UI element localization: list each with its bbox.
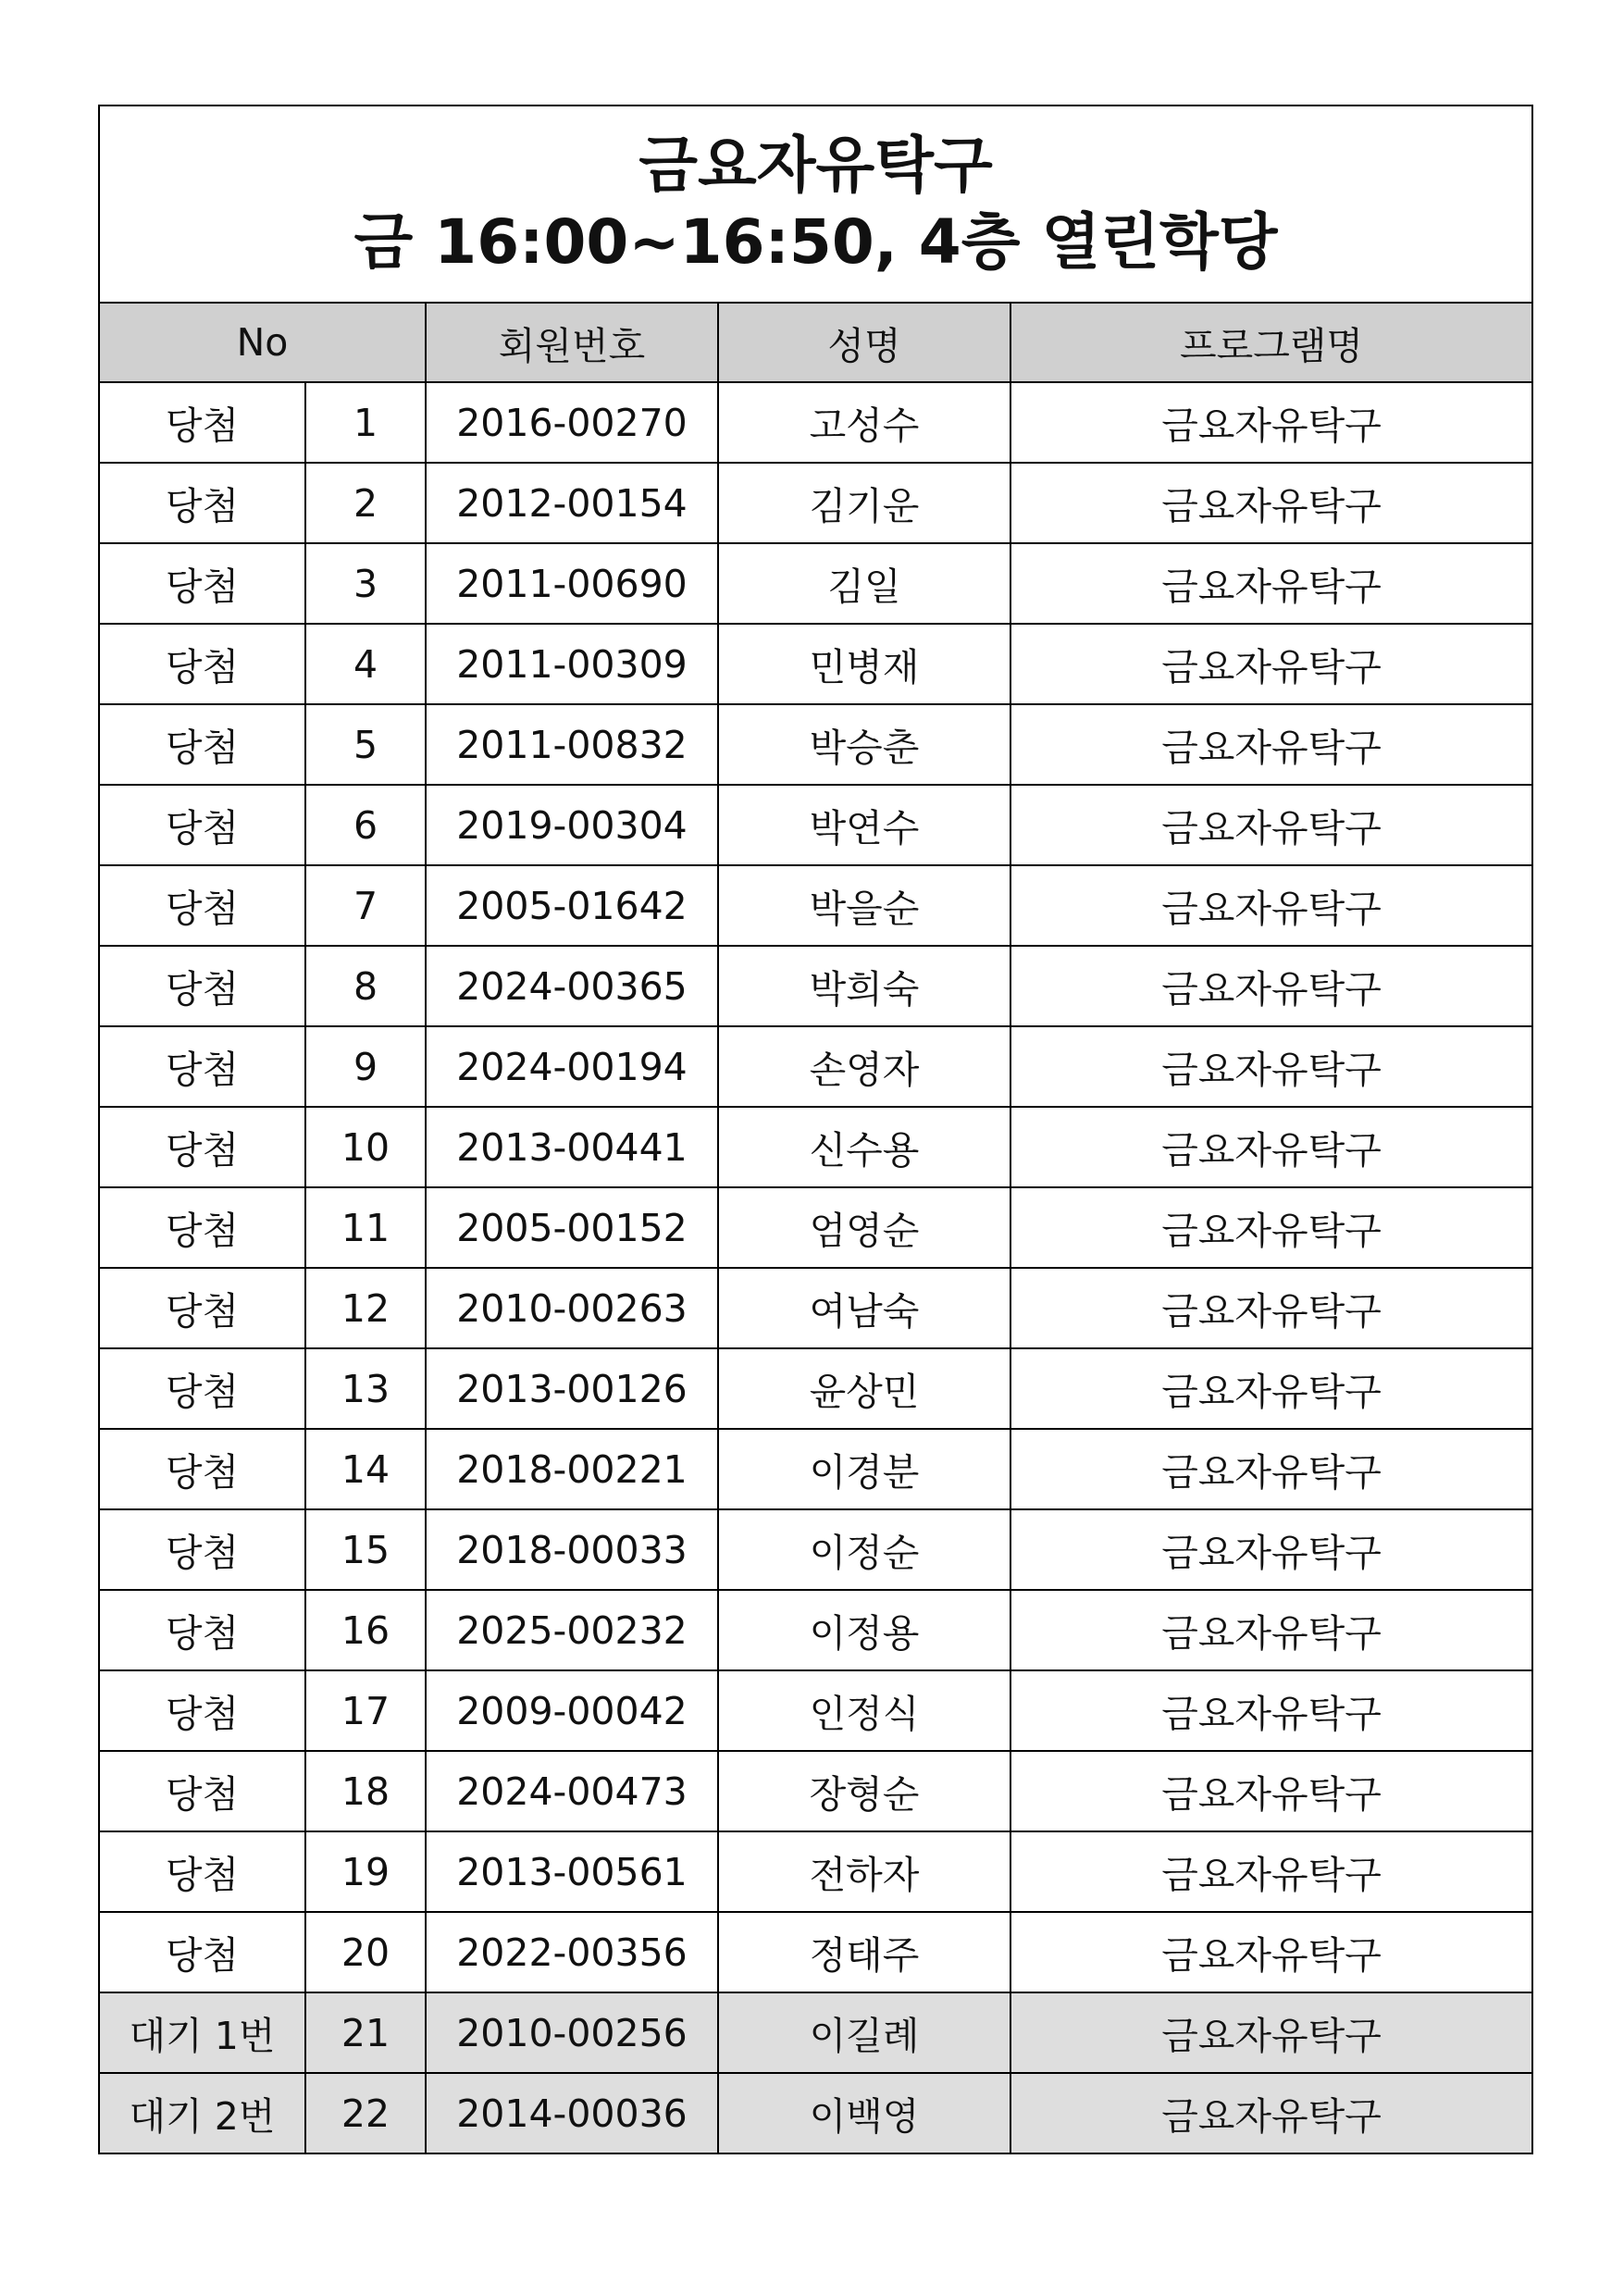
cell-no: 18 — [305, 1751, 426, 1831]
cell-name: 장형순 — [718, 1751, 1010, 1831]
cell-status: 당첨 — [99, 1912, 305, 1992]
cell-name: 박희숙 — [718, 946, 1010, 1026]
header-name: 성명 — [718, 303, 1010, 382]
cell-name: 민병재 — [718, 624, 1010, 704]
cell-name: 여남숙 — [718, 1268, 1010, 1348]
table-row-waiting — [99, 2073, 1532, 2153]
cell-member-no: 2022-00356 — [426, 1912, 718, 1992]
cell-member-no: 2018-00033 — [426, 1509, 718, 1590]
cell-member-no: 2025-00232 — [426, 1590, 718, 1670]
cell-name: 이정순 — [718, 1509, 1010, 1590]
cell-status: 당첨 — [99, 1187, 305, 1268]
cell-program: 금요자유탁구 — [1010, 1509, 1532, 1590]
table-row — [99, 1429, 1532, 1509]
cell-member-no: 2024-00365 — [426, 946, 718, 1026]
cell-name: 이백영 — [718, 2073, 1010, 2153]
table-row — [99, 946, 1532, 1026]
header-member-no: 회원번호 — [426, 303, 718, 382]
cell-program: 금요자유탁구 — [1010, 2073, 1532, 2153]
header-row — [99, 303, 1532, 382]
cell-program: 금요자유탁구 — [1010, 865, 1532, 946]
cell-status: 당첨 — [99, 1026, 305, 1107]
program-title: 금요자유탁구 — [638, 130, 993, 201]
cell-no: 15 — [305, 1509, 426, 1590]
cell-program: 금요자유탁구 — [1010, 1268, 1532, 1348]
cell-member-no: 2011-00309 — [426, 624, 718, 704]
table-body — [99, 382, 1532, 2153]
cell-program: 금요자유탁구 — [1010, 1348, 1532, 1429]
cell-program: 금요자유탁구 — [1010, 382, 1532, 463]
table-row — [99, 1107, 1532, 1187]
cell-program: 금요자유탁구 — [1010, 624, 1532, 704]
cell-status: 당첨 — [99, 1268, 305, 1348]
cell-no: 3 — [305, 543, 426, 624]
cell-name: 고성수 — [718, 382, 1010, 463]
cell-name: 김일 — [718, 543, 1010, 624]
lottery-result-sheet — [98, 105, 1531, 2154]
cell-name: 손영자 — [718, 1026, 1010, 1107]
cell-no: 19 — [305, 1831, 426, 1912]
cell-status: 당첨 — [99, 946, 305, 1026]
cell-no: 14 — [305, 1429, 426, 1509]
header-no: No — [99, 303, 426, 382]
cell-no: 2 — [305, 463, 426, 543]
cell-member-no: 2013-00441 — [426, 1107, 718, 1187]
cell-no: 9 — [305, 1026, 426, 1107]
cell-member-no: 2005-00152 — [426, 1187, 718, 1268]
table-row — [99, 463, 1532, 543]
cell-member-no: 2010-00263 — [426, 1268, 718, 1348]
cell-name: 박연수 — [718, 785, 1010, 865]
cell-status: 당첨 — [99, 463, 305, 543]
cell-member-no: 2018-00221 — [426, 1429, 718, 1509]
title-row — [99, 105, 1532, 303]
cell-status: 대기 1번 — [99, 1992, 305, 2073]
cell-no: 4 — [305, 624, 426, 704]
cell-no: 12 — [305, 1268, 426, 1348]
cell-program: 금요자유탁구 — [1010, 1107, 1532, 1187]
cell-status: 당첨 — [99, 1831, 305, 1912]
cell-name: 신수용 — [718, 1107, 1010, 1187]
table-row — [99, 704, 1532, 785]
cell-name: 박을순 — [718, 865, 1010, 946]
table-row — [99, 1026, 1532, 1107]
cell-no: 8 — [305, 946, 426, 1026]
cell-member-no: 2011-00832 — [426, 704, 718, 785]
table-row — [99, 1670, 1532, 1751]
cell-program: 금요자유탁구 — [1010, 1992, 1532, 2073]
cell-no: 1 — [305, 382, 426, 463]
cell-program: 금요자유탁구 — [1010, 785, 1532, 865]
cell-member-no: 2024-00473 — [426, 1751, 718, 1831]
cell-status: 당첨 — [99, 1751, 305, 1831]
cell-name: 이경분 — [718, 1429, 1010, 1509]
cell-member-no: 2009-00042 — [426, 1670, 718, 1751]
cell-member-no: 2010-00256 — [426, 1992, 718, 2073]
title-cell — [99, 105, 1532, 303]
cell-status: 당첨 — [99, 704, 305, 785]
table-row — [99, 1348, 1532, 1429]
cell-no: 13 — [305, 1348, 426, 1429]
cell-name: 박승춘 — [718, 704, 1010, 785]
cell-name: 엄영순 — [718, 1187, 1010, 1268]
cell-program: 금요자유탁구 — [1010, 543, 1532, 624]
table-row — [99, 1912, 1532, 1992]
cell-status: 당첨 — [99, 1348, 305, 1429]
cell-status: 당첨 — [99, 624, 305, 704]
cell-status: 당첨 — [99, 382, 305, 463]
cell-member-no: 2024-00194 — [426, 1026, 718, 1107]
cell-no: 22 — [305, 2073, 426, 2153]
cell-program: 금요자유탁구 — [1010, 946, 1532, 1026]
cell-no: 10 — [305, 1107, 426, 1187]
cell-member-no: 2005-01642 — [426, 865, 718, 946]
cell-member-no: 2014-00036 — [426, 2073, 718, 2153]
cell-program: 금요자유탁구 — [1010, 704, 1532, 785]
cell-no: 7 — [305, 865, 426, 946]
cell-status: 당첨 — [99, 543, 305, 624]
lottery-result-table — [98, 105, 1533, 2154]
cell-name: 윤상민 — [718, 1348, 1010, 1429]
cell-no: 21 — [305, 1992, 426, 2073]
cell-name: 이길례 — [718, 1992, 1010, 2073]
cell-no: 11 — [305, 1187, 426, 1268]
cell-status: 당첨 — [99, 865, 305, 946]
cell-name: 전하자 — [718, 1831, 1010, 1912]
cell-name: 김기운 — [718, 463, 1010, 543]
table-row — [99, 1187, 1532, 1268]
cell-status: 당첨 — [99, 1107, 305, 1187]
cell-program: 금요자유탁구 — [1010, 1026, 1532, 1107]
cell-status: 당첨 — [99, 1429, 305, 1509]
table-row — [99, 865, 1532, 946]
table-row — [99, 543, 1532, 624]
cell-member-no: 2019-00304 — [426, 785, 718, 865]
cell-program: 금요자유탁구 — [1010, 1429, 1532, 1509]
cell-program: 금요자유탁구 — [1010, 463, 1532, 543]
table-row — [99, 1751, 1532, 1831]
cell-status: 당첨 — [99, 1590, 305, 1670]
table-row — [99, 624, 1532, 704]
cell-member-no: 2011-00690 — [426, 543, 718, 624]
cell-member-no: 2012-00154 — [426, 463, 718, 543]
table-row — [99, 785, 1532, 865]
cell-program: 금요자유탁구 — [1010, 1187, 1532, 1268]
cell-program: 금요자유탁구 — [1010, 1590, 1532, 1670]
table-row — [99, 1590, 1532, 1670]
table-row — [99, 1509, 1532, 1590]
schedule-subtitle: 금 16:00~16:50, 4층 열린학당 — [353, 205, 1278, 278]
cell-program: 금요자유탁구 — [1010, 1670, 1532, 1751]
header-program: 프로그램명 — [1010, 303, 1532, 382]
cell-no: 20 — [305, 1912, 426, 1992]
cell-no: 6 — [305, 785, 426, 865]
cell-name: 이정용 — [718, 1590, 1010, 1670]
cell-status: 당첨 — [99, 1509, 305, 1590]
cell-status: 당첨 — [99, 1670, 305, 1751]
table-row — [99, 1831, 1532, 1912]
cell-no: 17 — [305, 1670, 426, 1751]
cell-status: 대기 2번 — [99, 2073, 305, 2153]
cell-no: 16 — [305, 1590, 426, 1670]
cell-name: 인정식 — [718, 1670, 1010, 1751]
cell-member-no: 2016-00270 — [426, 382, 718, 463]
cell-name: 정태주 — [718, 1912, 1010, 1992]
cell-program: 금요자유탁구 — [1010, 1912, 1532, 1992]
cell-program: 금요자유탁구 — [1010, 1751, 1532, 1831]
table-row-waiting — [99, 1992, 1532, 2073]
cell-status: 당첨 — [99, 785, 305, 865]
cell-member-no: 2013-00126 — [426, 1348, 718, 1429]
table-row — [99, 382, 1532, 463]
cell-member-no: 2013-00561 — [426, 1831, 718, 1912]
table-row — [99, 1268, 1532, 1348]
cell-program: 금요자유탁구 — [1010, 1831, 1532, 1912]
cell-no: 5 — [305, 704, 426, 785]
